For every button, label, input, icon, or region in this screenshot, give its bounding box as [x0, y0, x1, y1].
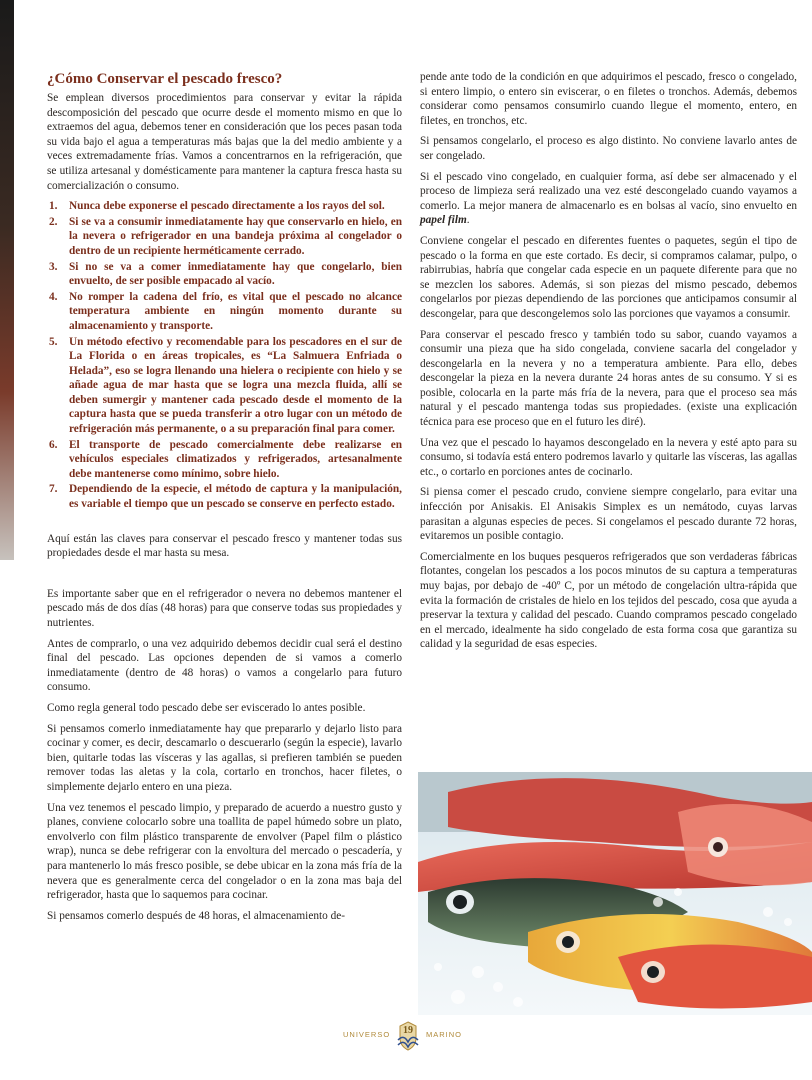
- fish-on-ice-photo: [418, 772, 812, 1015]
- body-paragraph: Es importante saber que en el refrigerador o nevera no debemos mantener el pescado más de dos días (48 horas) para que conserve todas sus propiedades y nutrientes.: [47, 587, 402, 629]
- magazine-name-right: MARINO: [426, 1030, 462, 1039]
- body-paragraph: Para conservar el pescado fresco y también todo su sabor, cuando vayamos a consumir una pieza que ha sido congelada, conviene sacarla del congelador y descongelarla en la nevera y no a temperatura ambiente. Para ello, debes descongelar la pieza en la nevera durante 24 horas antes de su consumo. Y si es posible, colocarla en la parte más fría de la nevera, para que el proceso sea más natural y el pescado mantenga todas sus propiedades. (existe una explicación técnica para ese proceso que en el futuro les diré).: [420, 328, 797, 429]
- article-title: ¿Cómo Conservar el pescado fresco?: [47, 71, 283, 87]
- spacer: [47, 567, 402, 587]
- tip-item: 5. Un método efectivo y recomendable para los pescadores en el sur de La Florida o en áreas tropicales, es “La Salmuera Enfriada o Helada”, eso se logra llenando una hielera o recipiente con hielo y se añade agua de mar hasta que se logra una mezcla fluida, allí se deben sumergir y mantener cada pescado desde el momento de la captura hasta que se pueda transferir a otro lugar con un método de refrigeración más permanente, o a su preparación final para comer.: [49, 335, 402, 436]
- tip-item: 2. Si se va a consumir inmediatamente hay que conservarlo en hielo, en la nevera o refrigerador en una bandeja próxima al congelador o dentro de un recipiente herméticamente cerrado.: [49, 215, 402, 257]
- page-edge-photo-strip: [0, 0, 14, 560]
- page-number: 19: [403, 1025, 413, 1036]
- body-paragraph: Antes de comprarlo, o una vez adquirido debemos decidir cual será el destino final del pescado. Las opciones dependen de si vamos a comerlo inmediatamente (dentro de 48 horas) o vamos a congelarlo para futuro consumo.: [47, 637, 402, 694]
- keys-intro-paragraph: Aquí están las claves para conservar el pescado fresco y mantener todas sus propiedades desde el mar hasta su mesa.: [47, 532, 402, 560]
- tip-item: 1. Nunca debe exponerse el pescado directamente a los rayos del sol.: [49, 200, 385, 213]
- tip-item: 4. No romper la cadena del frío, es vital que el pescado no alcance temperatura ambiente en ningún momento durante su almacenamiento y transporte.: [49, 290, 402, 332]
- magazine-name-left: UNIVERSO: [343, 1030, 391, 1039]
- body-paragraph: pende ante todo de la condición en que adquirimos el pescado, fresco o congelado, si entero limpio, o entero sin eviscerar, o en filetes o tronchos. Además, debemos considerar como pensamos consumirlo cuando llegue el momento, entero, en filetes, en tronchos, etc.: [420, 71, 797, 127]
- tip-item: 7. Dependiendo de la especie, el método de captura y la manipulación, es variable el tiempo que un pescado se conserve en perfecto estado.: [49, 483, 402, 511]
- body-paragraph: Conviene congelar el pescado en diferentes fuentes o paquetes, según el tipo de pescado o la forma en que este cortado. Es decir, si compramos calamar, pulpo, o rabirrubias, habría que congelar cada especie en un paquete diferente para que no se mezclen los sabores. Además, si son piezas del mismo pescado, debemos congelarlos por piezas dependiendo de las porciones que anticipamos consumir al descongelar, para que descongelemos solo las porciones que vayamos a consumir.: [420, 234, 797, 320]
- left-column: [47, 70, 402, 929]
- emphasis-text: papel film: [420, 214, 467, 227]
- body-paragraph: Si el pescado vino congelado, en cualquier forma, así debe ser almacenado y el proceso de limpieza será realizado una vez esté descongelado cuando vayamos a comerlo. La mejor manera de almacenarlo es en bolsas al vacío, sino envuelto en papel film.: [420, 170, 797, 227]
- body-paragraph: Una vez que el pescado lo hayamos descongelado en la nevera y esté apto para su consumo, si todavía está entero podremos lavarlo y quitarle las vísceras, las agallas etc., o cortarlo en porciones antes de cocinarlo.: [420, 436, 797, 478]
- body-paragraph: Si pensamos comerlo inmediatamente hay que prepararlo y dejarlo listo para cocinar y comer, es decir, descamarlo o descuerarlo (según la especie), lavarlo bien, quitarle todas las vísceras y las agallas, si prefieren también se pueden remover todas las aletas y la cola, cortarlo en tronchos, hacer filetes, o simplemente dejarlo entero en una pieza.: [47, 722, 402, 793]
- spacer: [47, 518, 402, 532]
- body-paragraph: Una vez tenemos el pescado limpio, y preparado de acuerdo a nuestro gusto y planes, conviene colocarlo sobre una toallita de papel húmedo sobre un plato, envolverlo con film plástico transparente de envolver (Papel film o plástico wrap), nunca se debe refrigerar con la envoltura del mercado o pescadería, y para mantenerlo lo más fresco posible, se debe ubicar en la zona más fría de la nevera que es generalmente cerca del congelador o en la zona mas baja del refrigerador, hasta que lo saquemos para cocinar.: [47, 801, 402, 902]
- right-column: [420, 70, 797, 658]
- intro-paragraph: Se emplean diversos procedimientos para conservar y evitar la rápida descomposición del pescado que ocurre desde el momento mismo en que lo extraemos del agua, debemos tener en consideración que los peces pasan toda su vida bajo el agua a temperaturas más bajas que la del medio ambiente y a veces extremadamente frías. Vamos a concentrarnos en la refrigeración, que se utiliza artesanal y domésticamente para mantener la captura fresca hasta su comercialización o consumo.: [47, 92, 402, 192]
- conservation-tips-list: [47, 199, 402, 511]
- body-paragraph: Si piensa comer el pescado crudo, conviene siempre congelarlo, para evitar una infección por Anisakis. El Anisakis Simplex es un nemátodo, cuyas larvas parasitan a algunas especies de peces. Si congelamos el pescado durante 72 horas, evitaremos un posible contagio.: [420, 486, 797, 543]
- fish-illustration: [418, 772, 812, 1015]
- page-footer: [0, 1020, 812, 1060]
- body-paragraph: Si pensamos comerlo después de 48 horas, el almacenamiento de-: [47, 909, 346, 922]
- tip-item: 3. Si no se va a comer inmediatamente hay que congelarlo, bien envuelto, de ser posible empacado al vacío.: [49, 260, 402, 288]
- tip-item: 6. El transporte de pescado comercialmente debe realizarse en vehículos especiales climatizados y refrigerados, artesanalmente debe mantenerse como mínimo, sobre hielo.: [49, 438, 402, 480]
- body-paragraph: Como regla general todo pescado debe ser eviscerado lo antes posible.: [47, 701, 366, 714]
- body-paragraph: Comercialmente en los buques pesqueros refrigerados que son verdaderas fábricas flotantes, congelan los pescados a los pocos minutos de su captura a temperaturas muy bajas, por debajo de -40º C, por un método de congelación ultra-rápida que evita la formación de cristales de hielo en los tejidos del pescado, cosa que ayuda a preservar la textura y calidad del pescado. Cuando compramos pescado congelado en el mercado, idealmente ha sido congelado de esta forma cosa que garantiza su calidad y la seguridad de esas especies.: [420, 550, 797, 651]
- body-paragraph: Si pensamos congelarlo, el proceso es algo distinto. No conviene lavarlo antes de ser congelado.: [420, 135, 797, 162]
